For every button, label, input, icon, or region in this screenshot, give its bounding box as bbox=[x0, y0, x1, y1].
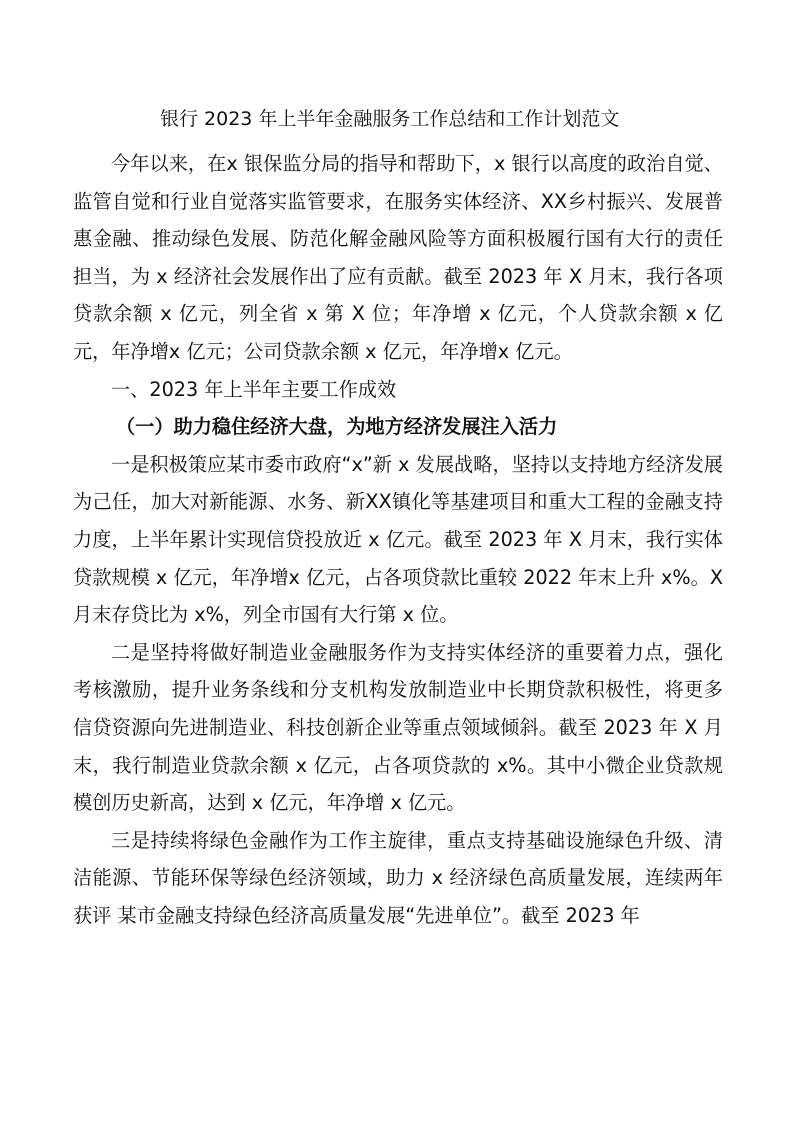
body-paragraph-3: 三是持续将绿色金融作为工作主旋律，重点支持基础设施绿色升级、清洁能源、节能环保等绿色经济领域，助力 x 经济绿色高质量发展，连续两年获评 某市金融支持绿色经济高质量发展“先进单位”。截至 2023 年 bbox=[73, 828, 723, 927]
subsection-heading: （一）助力稳住经济大盘，为地方经济发展注入活力 bbox=[116, 415, 558, 439]
section-heading: 一、2023 年上半年主要工作成效 bbox=[111, 377, 397, 401]
document-title: 银行 2023 年上半年金融服务工作总结和工作计划范文 bbox=[160, 108, 620, 130]
body-paragraph-1: 一是积极策应某市委市政府“x”新 x 发展战略，坚持以支持地方经济发展为己任，加大对新能源、水务、新XX镇化等基建项目和重大工程的金融支持力度，上半年累计实现信贷投放近 x 亿元。截至 2023 年 X 月末，我行实体贷款规模 x 亿元，年净增x 亿元，占各项贷款比重较 2022 年末上升 x%。X 月末存贷比为 x%，列全市国有大行第 x 位。 bbox=[73, 452, 723, 627]
document-body bbox=[73, 101, 723, 934]
body-paragraph-2: 二是坚持将做好制造业金融服务作为支持实体经济的重要着力点，强化考核激励，提升业务条线和分支机构发放制造业中长期贷款积极性，将更多信贷资源向先进制造业、科技创新企业等重点领域倾斜。截至 2023 年 X 月末，我行制造业贷款余额 x 亿元，占各项贷款的 x%。其中小微企业贷款规模创历史新高，达到 x 亿元，年净增 x 亿元。 bbox=[73, 640, 723, 815]
intro-paragraph: 今年以来，在x 银保监分局的指导和帮助下，x 银行以高度的政治自觉、监管自觉和行业自觉落实监管要求，在服务实体经济、XX乡村振兴、发展普惠金融、推动绿色发展、防范化解金融风险等方面积极履行国有大行的责任担当，为 x 经济社会发展作出了应有贡献。截至 2023 年 X 月末，我行各项贷款余额 x 亿元，列全省 x 第 X 位；年净增 x 亿元，个人贷款余额 x 亿元，年净增x 亿元；公司贷款余额 x 亿元，年净增x 亿元。 bbox=[73, 152, 723, 363]
